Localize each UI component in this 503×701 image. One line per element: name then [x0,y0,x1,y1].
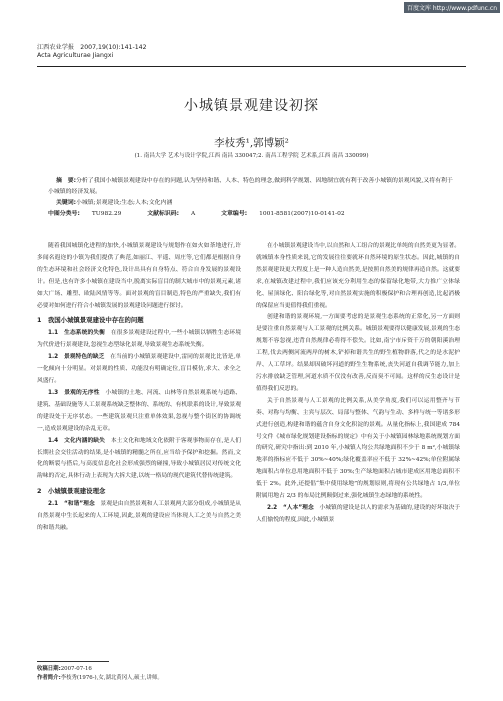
article-number-label: 文章编号: [221,211,248,217]
section-1-1-title: 1.1 生态系统的失衡 [48,330,105,337]
abstract-text: 分析了我国小城镇景观建设中存在的问题,认为坚持和谐、人本、特色的理念,做到科学规划、因地制宜就有利于改善小城镇的景观风貌,又将有利于小城镇的经济发展。 [48,178,453,195]
section-2-heading: 2 小城镇景观建设理念 [37,487,106,496]
author-bio [37,674,163,683]
section-1-3-text: 小城镇的土地、河流、山林等自然景观系统与道路、建筑、基础设施等人工景观系统缺乏整体的、系统的、有机联系的设计,导致景观的建设处于无序状态。一些建筑景观只注重单体效果,忽视与整个街区的协调统一,造成景观建设的杂乱无章。 [37,389,242,432]
doc-code-value: A [191,211,196,217]
section-2-2-title: 2.2 “人本”理念 [267,504,314,511]
doc-code-label: 文献标识码: [147,211,180,217]
right-paragraph-1: 在小城镇景观建设当中,以自然和人工组合的景观比单纯的自然美更为显著。就城镇本身性质来说,它的发展往往要就环自然环境的原生状态。因此,城镇的自然景观建设更大程度上是一种人造自然美,是按照自然美的规律再造自然。这就要求,在城镇改建过程中,我们应该充分利用生态的保留绿化地带,大力推广立体绿化、屋顶绿化、阳台绿化等,对自然景观实施的积极保护和合理再创造,比起消极的保留应当更值得我们重视。 [256,243,460,309]
classification-row [48,209,458,220]
keywords [48,198,458,209]
keywords-label: 关键词: [56,200,77,206]
journal-name: Acta Agriculturae Jiangxi [37,52,114,59]
section-1-2 [37,352,241,388]
section-2-2-text: 小城镇的建设是以人的需求为基础的,建设的好坏取决于人们愉悦的程度,因此,小城镇景 [256,504,460,523]
section-2-1-title: 2.1 “和谐”理念 [48,501,95,508]
section-1-1 [37,328,241,352]
author-bio-label: 作者简介: [37,674,61,681]
abstract-block [48,176,458,220]
received-label: 收稿日期: [37,666,61,672]
article-number-value: 1001-8581(2007)10-0141-02 [259,211,345,217]
paper-authors: 李枝秀¹,郭博颖² [214,137,289,149]
section-1-4-text: 本土文化和地域文化依附于客观事物而存在,是人们长期社会交往活动的结果,是小城镇的精髓之所在,应当给予保护和挖掘。然而,文化的断裂与搭后,与高度信息化社会形成强烈的碰撞,导致小城镇居民对传统文化韵味的否定,具体行动上表现为大拆大建,以统一格局的现代建筑代替传统建筑。 [37,437,242,480]
keywords-text: 小城镇;景观建设;生态;人本;文化内涵 [76,200,173,206]
section-1-3-title: 1.3 景观的无序性 [48,389,100,396]
abstract-label: 摘 要: [56,178,77,184]
section-1-4-title: 1.4 文化内涵的缺失 [48,437,105,444]
received-value: 2007-07-16 [60,666,92,672]
section-2-2 [256,503,460,527]
section-1-2-text: 在当前的小城镇景观建设中,雷同的景观比比皆是,单一化倾向十分明显。对景观的性质、功能没有明确定位,盲目模仿,求大、求全之风盛行。 [37,354,242,385]
section-2-1-text: 景观是由自然景观和人工景观两大部分组成,小城镇是从自然景观中生长起来的人工环境,因此,景观的建设应当体现人工之美与自然之美的和谐共融。 [37,501,241,532]
section-1-4 [37,436,241,484]
footnote [37,665,163,682]
received-date [37,665,163,674]
journal-citation: 江西农业学报 2007,19(10):141-142 [37,44,147,51]
paper-affiliation: (1. 南昌大学 艺术与设计学院,江西 南昌 330047;2. 南昌工程学院 艺术系,江西 南昌 330099) [134,153,369,159]
section-1-heading: 1 我国小城镇景观建设中存在的问题 [37,316,144,325]
left-column [37,241,241,535]
clc-label: 中图分类号: [48,211,80,217]
section-1-1-text: 在很多景观建设过程中,一些小城镇以牺牲生态环境为代价进行景观建设,忽视生态型绿化景观,导致景观生态系统失衡。 [37,330,242,349]
clc-value: TU982.29 [91,211,122,217]
section-1-2-title: 1.2 景观特色的缺乏 [48,354,105,361]
footnote-rule [37,661,109,662]
abstract [48,176,458,198]
section-2-1 [37,499,241,535]
header-rule [37,66,466,67]
author-bio-value: 李枝秀(1976-),女,湖北黄冈人,硕士,讲师。 [60,674,163,681]
section-1-3 [37,388,241,436]
paper-title: 小城镇景观建设初探 [184,98,319,114]
journal-header [37,44,147,60]
right-column [256,241,460,527]
right-paragraph-2: 创建和谐的景观环境,一方面要考虑的是景观生态系统的正常化,另一方面则是要注重自然景观与人工景观的比例关系。城镇景观要得以健康发展,景观的生态规划不容忽视,违背自然规律必将得不偿失。比如,南宁市斥资千万的朝阳溪治理工程,伐去两侧河流两岸的树木,铲掉和谐共生的野生植物群落,代之的是水泥护岸、人工草坪。结果却因破坏河道的野生生物系统,丧失河道自我调节能力,加上污水排放缺乏管理,河道水质不仅没有改善,反而臭不可闻。这样的反生态设计是值得我们反思的。 [256,314,460,392]
right-paragraph-3: 关于自然景观与人工景观的比例关系,从美学角度,我们可以运用整齐与节奏、对称与均衡、主宾与层次、局部与整体、气韵与生动、多样与统一等诸多形式进行创造,构建和谐的蕴含自身文化积淀的景观。从量化指标上,我国建成 784 号文件《城市绿化规划建设指标的规定》中有关于小城镇园林绿地系统规划方面的研究,研究中指出:到 2010 年,小城镇人均公共绿地面积不少于 8 m²,小城镇绿地率的指标应不低于 30%~40%;绿化覆盖率应不低于 32%~42%;单位附属绿地面积占单位总用地面积不低于 30%;生产绿地面积占城市建成区用地总面积不低于 2%。此外,还提倡“集中使用绿地”的规划原则,将现有公共绿地占 1/3,单位附属用地占 2/3 的布局比例颠倒过来,强化城镇生态绿地的系统性。 [256,397,460,500]
watermark: 百度文库 http://www.pdfunc.cn [404,2,500,13]
intro-paragraph: 随着我国城镇化进程的加快,小城镇景观建设与规划作在如火如荼地进行,许多闻名遐迩的小镇为我们提供了典范,如丽江、平遥、周庄等,它们都是根据自身的生态环境和社会经济文化特色,设计出具有自身特点、符合自身发展的景观设计。但是,也有许多小城镇在建设当中,脱离实际盲目的制大城市中的景观元素,诸如大广场、雕塑、欧陆风情等等。面对景观的盲目制造,特色的严重缺失,我们有必要对如何进行符合小城镇发展的景观建设问题进行探讨。 [37,243,241,309]
